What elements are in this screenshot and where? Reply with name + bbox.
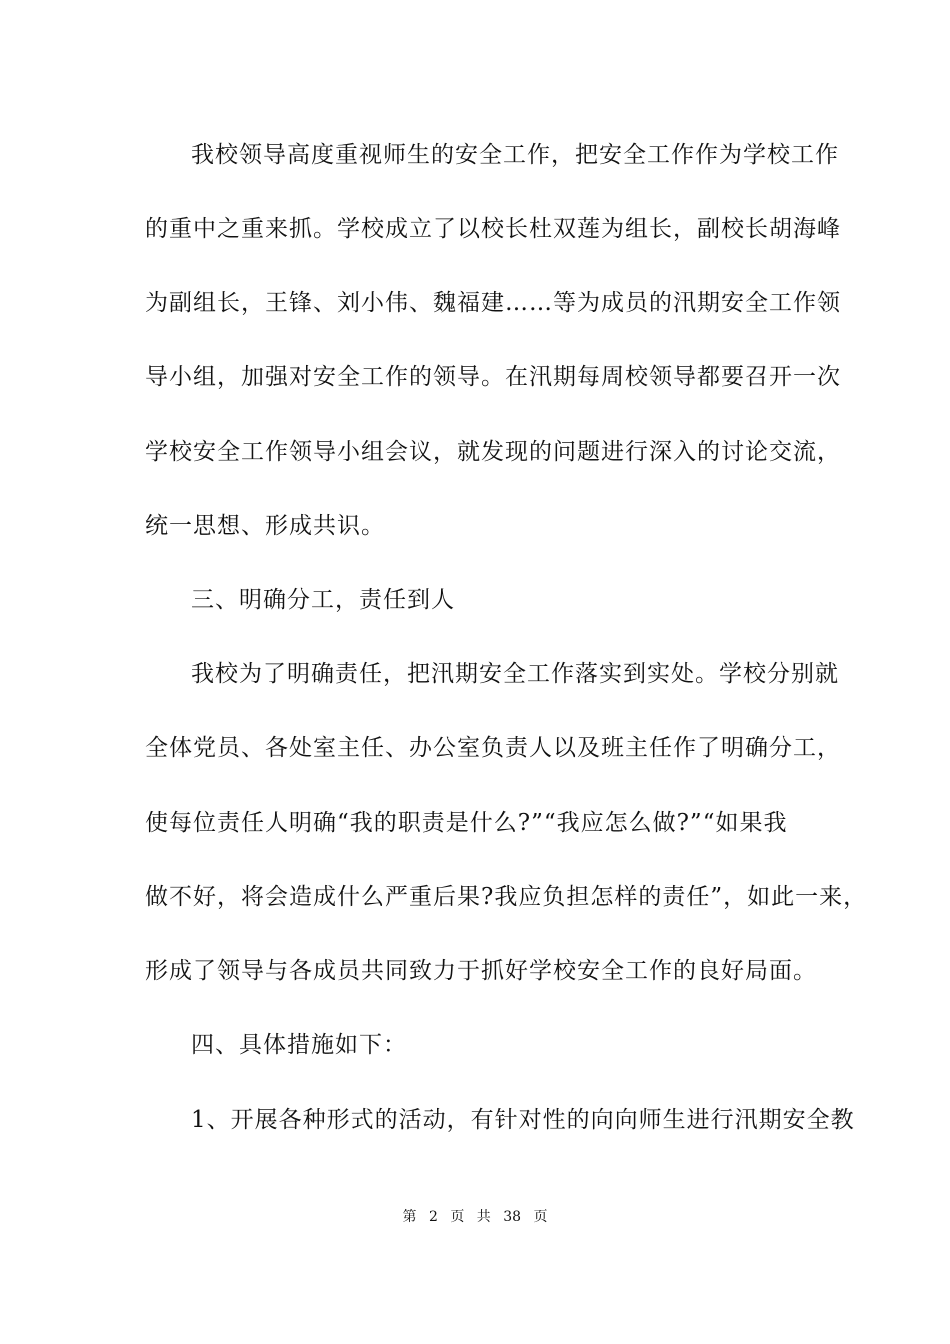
paragraph-line: 全体党员、各处室主任、办公室负责人以及班主任作了明确分工， (145, 735, 841, 761)
footer-suffix: 页 (533, 1209, 548, 1225)
paragraph-line: 形成了领导与各成员共同致力于抓好学校安全工作的良好局面。 (145, 958, 817, 984)
paragraph-line: 为副组长，王锋、刘小伟、魏福建……等为成员的汛期安全工作领 (145, 290, 841, 316)
paragraph-line: 的重中之重来抓。学校成立了以校长杜双莲为组长，副校长胡海峰 (145, 216, 841, 242)
page-footer (0, 1207, 950, 1227)
footer-prefix: 第 (402, 1209, 417, 1225)
paragraph-line: 使每位责任人明确“我的职责是什么?”“我应怎么做?”“如果我 (145, 810, 788, 836)
paragraph-line: 我校领导高度重视师生的安全工作，把安全工作作为学校工作 (191, 142, 839, 168)
footer-page-label: 页 (450, 1209, 465, 1225)
section-heading: 三、明确分工，责任到人 (191, 587, 455, 613)
paragraph-line: 导小组，加强对安全工作的领导。在汛期每周校领导都要召开一次 (145, 364, 841, 390)
footer-current-page: 2 (428, 1209, 438, 1225)
footer-total-pages: 38 (503, 1209, 522, 1225)
footer-total-label: 共 (476, 1209, 491, 1225)
section-heading: 四、具体措施如下： (191, 1032, 407, 1058)
paragraph-line: 我校为了明确责任，把汛期安全工作落实到实处。学校分别就 (191, 661, 839, 687)
paragraph-line: 统一思想、形成共识。 (145, 513, 385, 539)
paragraph-line: 学校安全工作领导小组会议，就发现的问题进行深入的讨论交流， (145, 439, 841, 465)
paragraph-line: 做不好，将会造成什么严重后果?我应负担怎样的责任”，如此一来， (145, 884, 868, 910)
paragraph-line: 1、开展各种形式的活动，有针对性的向向师生进行汛期安全教 (191, 1107, 855, 1133)
